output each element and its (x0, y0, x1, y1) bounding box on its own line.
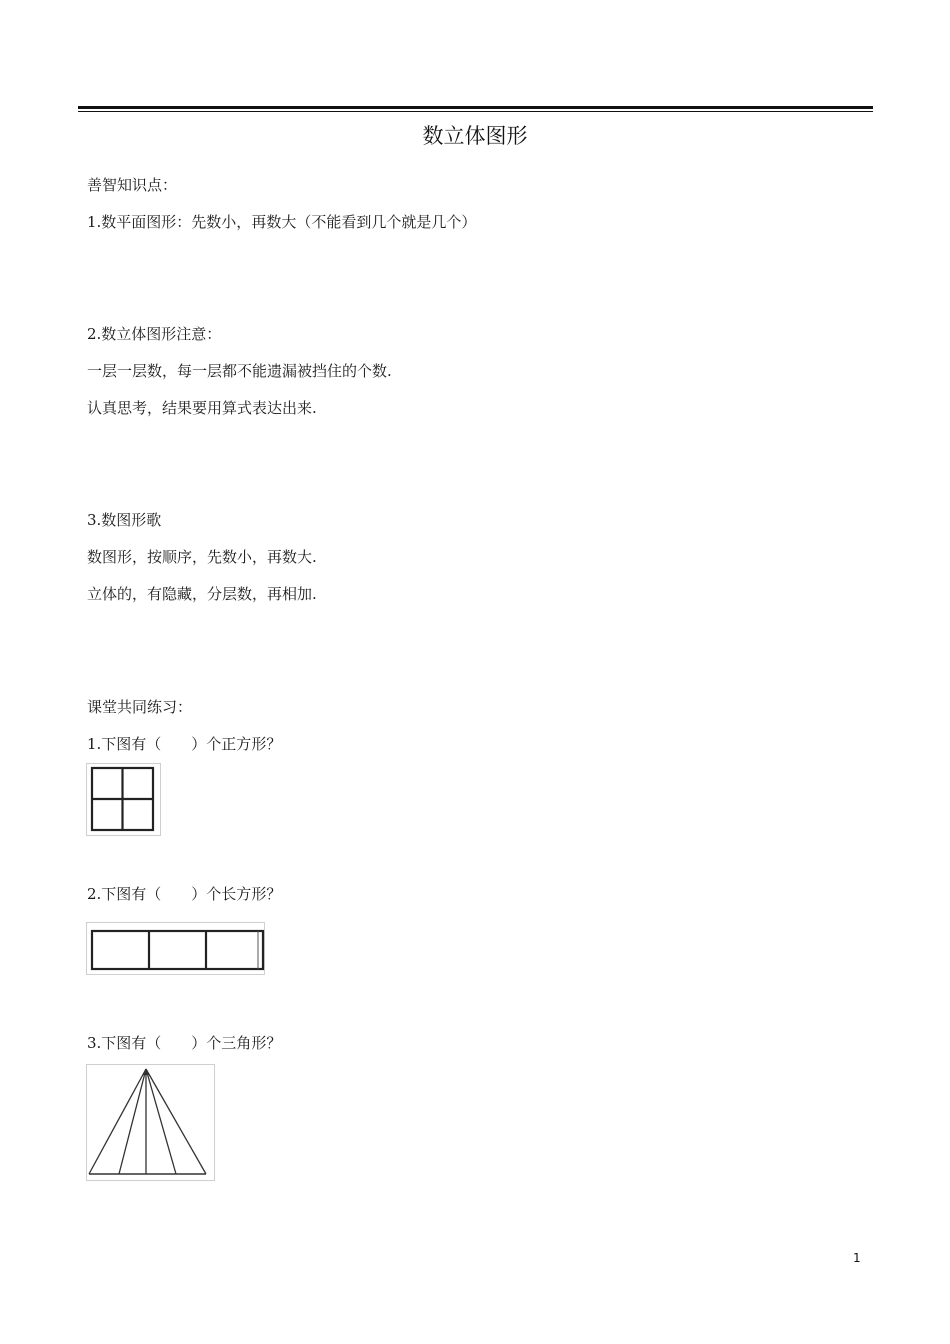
knowledge-point-3-line-1: 数图形，按顺序，先数小，再数大. (87, 548, 317, 566)
practice-heading: 课堂共同练习： (87, 698, 193, 716)
header-rule-thin (78, 111, 873, 112)
knowledge-point-3-line-2: 立体的，有隐藏，分层数，再相加. (87, 585, 317, 603)
knowledge-point-2-line-2: 认真思考，结果要用算式表达出来. (87, 399, 317, 417)
page-title: 数立体图形 (422, 124, 528, 148)
page-number: 1 (853, 1251, 861, 1265)
knowledge-point-2-title: 2.数立体图形注意： (87, 325, 222, 343)
knowledge-point-2-line-1: 一层一层数，每一层都不能遗漏被挡住的个数. (87, 362, 392, 380)
header-rule-thick (78, 106, 873, 109)
triangles-figure (86, 1064, 216, 1182)
question-1: 1.下图有（ ）个正方形？ (87, 735, 282, 753)
squares-figure (86, 763, 162, 837)
knowledge-point-3-title: 3.数图形歌 (87, 511, 162, 529)
question-3: 3.下图有（ ）个三角形？ (87, 1034, 282, 1052)
question-2: 2.下图有（ ）个长方形？ (87, 885, 282, 903)
knowledge-heading: 善智知识点： (87, 176, 178, 194)
rectangles-figure (86, 922, 266, 976)
knowledge-point-1: 1.数平面图形：先数小，再数大（不能看到几个就是几个） (87, 213, 477, 231)
